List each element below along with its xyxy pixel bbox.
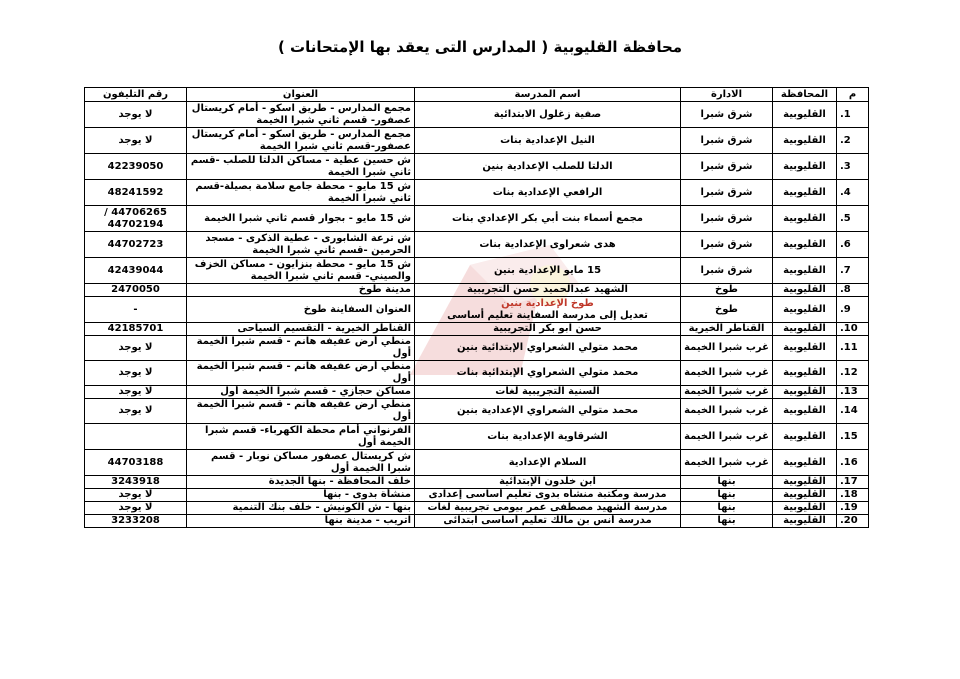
table-row	[85, 206, 869, 232]
governorate-cell: القليوبية	[773, 232, 837, 258]
address-cell: خلف المحافظة - بنها الجديدة	[187, 476, 415, 489]
school-name-cell: محمد متولي الشعراوي الإعدادية بنين	[415, 399, 681, 424]
phone-cell: 48241592	[85, 180, 187, 206]
phone-cell: -	[85, 297, 187, 323]
address-cell: ش 15 مايو - بجوار قسم ثاني شبرا الخيمة	[187, 206, 415, 232]
school-name-cell: الشرقاوية الإعدادية بنات	[415, 424, 681, 450]
address-cell: اتريب - مدينة بنها	[187, 515, 415, 528]
address-cell: مجمع المدارس - طريق اسكو - أمام كريستال عصفور-قسم ثاني شبرا الخيمة	[187, 128, 415, 154]
table-row	[85, 102, 869, 128]
table-row	[85, 386, 869, 399]
administration-cell: شرق شبرا	[681, 180, 773, 206]
phone-cell: 44702723	[85, 232, 187, 258]
phone-cell: 3233208	[85, 515, 187, 528]
table-row	[85, 450, 869, 476]
address-cell: منطي أرض عفيفه هانم - قسم شبرا الخيمة أول	[187, 336, 415, 361]
phone-cell: 42239050	[85, 154, 187, 180]
row-number: .4	[837, 180, 869, 206]
phone-cell: لا يوجد	[85, 336, 187, 361]
row-number: .6	[837, 232, 869, 258]
school-name-cell	[415, 297, 681, 323]
row-number: .8	[837, 284, 869, 297]
phone-cell	[85, 424, 187, 450]
header-administration: الادارة	[681, 88, 773, 102]
address-cell: بنها - ش الكونيش - خلف بنك التنمية	[187, 502, 415, 515]
table-row	[85, 154, 869, 180]
governorate-cell: القليوبية	[773, 515, 837, 528]
administration-cell: شرق شبرا	[681, 232, 773, 258]
school-name-cell: الرافعي الإعدادية بنات	[415, 180, 681, 206]
school-name-cell: مدرسة أنس بن مالك تعليم أساسى ابتدائى	[415, 515, 681, 528]
school-name-cell: مدرسة الشهيد مصطفى عمر بيومى تجريبية لغات	[415, 502, 681, 515]
row-number: .12	[837, 361, 869, 386]
address-cell: منشأة بدوى - بنها	[187, 489, 415, 502]
row-number: .18	[837, 489, 869, 502]
school-name-old: طوخ الإعدادية بنين	[501, 297, 594, 309]
school-name-cell: السنية التجريبية لغات	[415, 386, 681, 399]
governorate-cell: القليوبية	[773, 128, 837, 154]
address-cell: القناطر الخيرية - التقسيم السياحى	[187, 323, 415, 336]
row-number: .13	[837, 386, 869, 399]
governorate-cell: القليوبية	[773, 489, 837, 502]
school-name-cell: حسن ابو بكر التجريبية	[415, 323, 681, 336]
table-row	[85, 180, 869, 206]
header-address: العنوان	[187, 88, 415, 102]
row-number: .2	[837, 128, 869, 154]
table-row	[85, 502, 869, 515]
governorate-cell: القليوبية	[773, 258, 837, 284]
administration-cell: شرق شبرا	[681, 258, 773, 284]
school-name-cell: مجمع أسماء بنت أبي بكر الإعدادي بنات	[415, 206, 681, 232]
governorate-cell: القليوبية	[773, 424, 837, 450]
administration-cell: غرب شبرا الخيمة	[681, 399, 773, 424]
phone-cell: 44706265 / 44702194	[85, 206, 187, 232]
governorate-cell: القليوبية	[773, 476, 837, 489]
row-number: .11	[837, 336, 869, 361]
row-number: .19	[837, 502, 869, 515]
address-cell: مدينة طوخ	[187, 284, 415, 297]
row-number: .15	[837, 424, 869, 450]
administration-cell: شرق شبرا	[681, 154, 773, 180]
governorate-cell: القليوبية	[773, 154, 837, 180]
phone-cell: لا يوجد	[85, 361, 187, 386]
school-name-cell: مدرسة ومكتبة منشأه بدوى تعليم أساسى إعدادى	[415, 489, 681, 502]
row-number: .14	[837, 399, 869, 424]
row-number: .5	[837, 206, 869, 232]
address-cell: منطي أرض عفيفه هانم - قسم شبرا الخيمة أول	[187, 399, 415, 424]
table-row	[85, 361, 869, 386]
page-title: محافظة القليوبية ( المدارس التى يعقد بها الإمتحانات )	[277, 38, 683, 56]
row-number: .9	[837, 297, 869, 323]
table-row	[85, 323, 869, 336]
phone-cell: لا يوجد	[85, 102, 187, 128]
administration-cell: طوخ	[681, 297, 773, 323]
header-phone: رقم التليفون	[85, 88, 187, 102]
administration-cell: بنها	[681, 502, 773, 515]
table-row	[85, 489, 869, 502]
phone-cell: لا يوجد	[85, 386, 187, 399]
table-row	[85, 128, 869, 154]
administration-cell: غرب شبرا الخيمة	[681, 450, 773, 476]
address-cell: الفرنواني أمام محطة الكهرباء- قسم شبرا الخيمة أول	[187, 424, 415, 450]
address-cell: منطي أرض عفيفه هانم - قسم شبرا الخيمة أول	[187, 361, 415, 386]
administration-cell: شرق شبرا	[681, 102, 773, 128]
row-number: .1	[837, 102, 869, 128]
address-cell: ش 15 مايو - محطة جامع سلامة بصيلة-قسم ثاني شبرا الخيمة	[187, 180, 415, 206]
table-row	[85, 424, 869, 450]
administration-cell: القناطر الخيرية	[681, 323, 773, 336]
administration-cell: شرق شبرا	[681, 128, 773, 154]
phone-cell: لا يوجد	[85, 489, 187, 502]
row-number: .20	[837, 515, 869, 528]
address-cell: ش كريستال عصفور مساكن نوبار - قسم شبرا الخيمة أول	[187, 450, 415, 476]
address-cell: مساكن حجازي - قسم شبرا الخيمة أول	[187, 386, 415, 399]
phone-cell: 2470050	[85, 284, 187, 297]
school-name-cell: الشهيد عبدالحميد حسن التجريبية	[415, 284, 681, 297]
table-row	[85, 284, 869, 297]
administration-cell: بنها	[681, 515, 773, 528]
address-cell: العنوان السفاينة طوخ	[187, 297, 415, 323]
table-row	[85, 336, 869, 361]
table-row	[85, 232, 869, 258]
governorate-cell: القليوبية	[773, 361, 837, 386]
school-name-cell: صفية زغلول الابتدائية	[415, 102, 681, 128]
administration-cell: غرب شبرا الخيمة	[681, 386, 773, 399]
administration-cell: طوخ	[681, 284, 773, 297]
school-name-cell: السلام الإعدادية	[415, 450, 681, 476]
header-school: اسم المدرسة	[415, 88, 681, 102]
administration-cell: غرب شبرا الخيمة	[681, 361, 773, 386]
address-cell: ش حسين عطية - مساكن الدلتا للصلب -قسم ثاني شبرا الخيمة	[187, 154, 415, 180]
governorate-cell: القليوبية	[773, 450, 837, 476]
address-cell: ش 15 مايو - محطة بنزايون - مساكن الخزف والصيني- قسم ثاني شبرا الخيمة	[187, 258, 415, 284]
phone-cell: 42185701	[85, 323, 187, 336]
school-name-cell: محمد متولي الشعراوي الإبتدائية بنين	[415, 336, 681, 361]
administration-cell: بنها	[681, 489, 773, 502]
school-name-cell: 15 مايو الإعدادية بنين	[415, 258, 681, 284]
school-name-cell: النيل الإعدادية بنات	[415, 128, 681, 154]
governorate-cell: القليوبية	[773, 502, 837, 515]
row-number: .10	[837, 323, 869, 336]
school-name-cell: هدى شعراوى الإعدادية بنات	[415, 232, 681, 258]
school-name-new: تعديل إلى مدرسة السفاينة تعليم أساسى	[447, 309, 648, 321]
school-name-cell: محمد متولي الشعراوي الإبتدائية بنات	[415, 361, 681, 386]
address-cell: مجمع المدارس - طريق اسكو - أمام كريستال عصفور- قسم ثاني شبرا الخيمة	[187, 102, 415, 128]
table-row	[85, 515, 869, 528]
header-num: م	[837, 88, 869, 102]
governorate-cell: القليوبية	[773, 386, 837, 399]
governorate-cell: القليوبية	[773, 336, 837, 361]
governorate-cell: القليوبية	[773, 180, 837, 206]
header-governorate: المحافظة	[773, 88, 837, 102]
school-name-cell: ابن خلدون الإبتدائية	[415, 476, 681, 489]
schools-table	[84, 87, 869, 528]
phone-cell: لا يوجد	[85, 399, 187, 424]
phone-cell: لا يوجد	[85, 128, 187, 154]
phone-cell: لا يوجد	[85, 502, 187, 515]
row-number: .16	[837, 450, 869, 476]
table-row	[85, 476, 869, 489]
phone-cell: 3243918	[85, 476, 187, 489]
table-row	[85, 297, 869, 323]
governorate-cell: القليوبية	[773, 323, 837, 336]
school-name-cell: الدلتا للصلب الإعدادية بنين	[415, 154, 681, 180]
table-row	[85, 399, 869, 424]
address-cell: ش ترعة الشابورى - عطية الذكرى - مسجد الحرمين -قسم ثاني شبرا الخيمة	[187, 232, 415, 258]
governorate-cell: القليوبية	[773, 206, 837, 232]
administration-cell: بنها	[681, 476, 773, 489]
phone-cell: 42439044	[85, 258, 187, 284]
administration-cell: غرب شبرا الخيمة	[681, 424, 773, 450]
administration-cell: غرب شبرا الخيمة	[681, 336, 773, 361]
governorate-cell: القليوبية	[773, 284, 837, 297]
governorate-cell: القليوبية	[773, 399, 837, 424]
row-number: .7	[837, 258, 869, 284]
administration-cell: شرق شبرا	[681, 206, 773, 232]
row-number: .3	[837, 154, 869, 180]
table-row	[85, 258, 869, 284]
governorate-cell: القليوبية	[773, 102, 837, 128]
governorate-cell: القليوبية	[773, 297, 837, 323]
phone-cell: 44703188	[85, 450, 187, 476]
table-header-row	[85, 88, 869, 102]
row-number: .17	[837, 476, 869, 489]
